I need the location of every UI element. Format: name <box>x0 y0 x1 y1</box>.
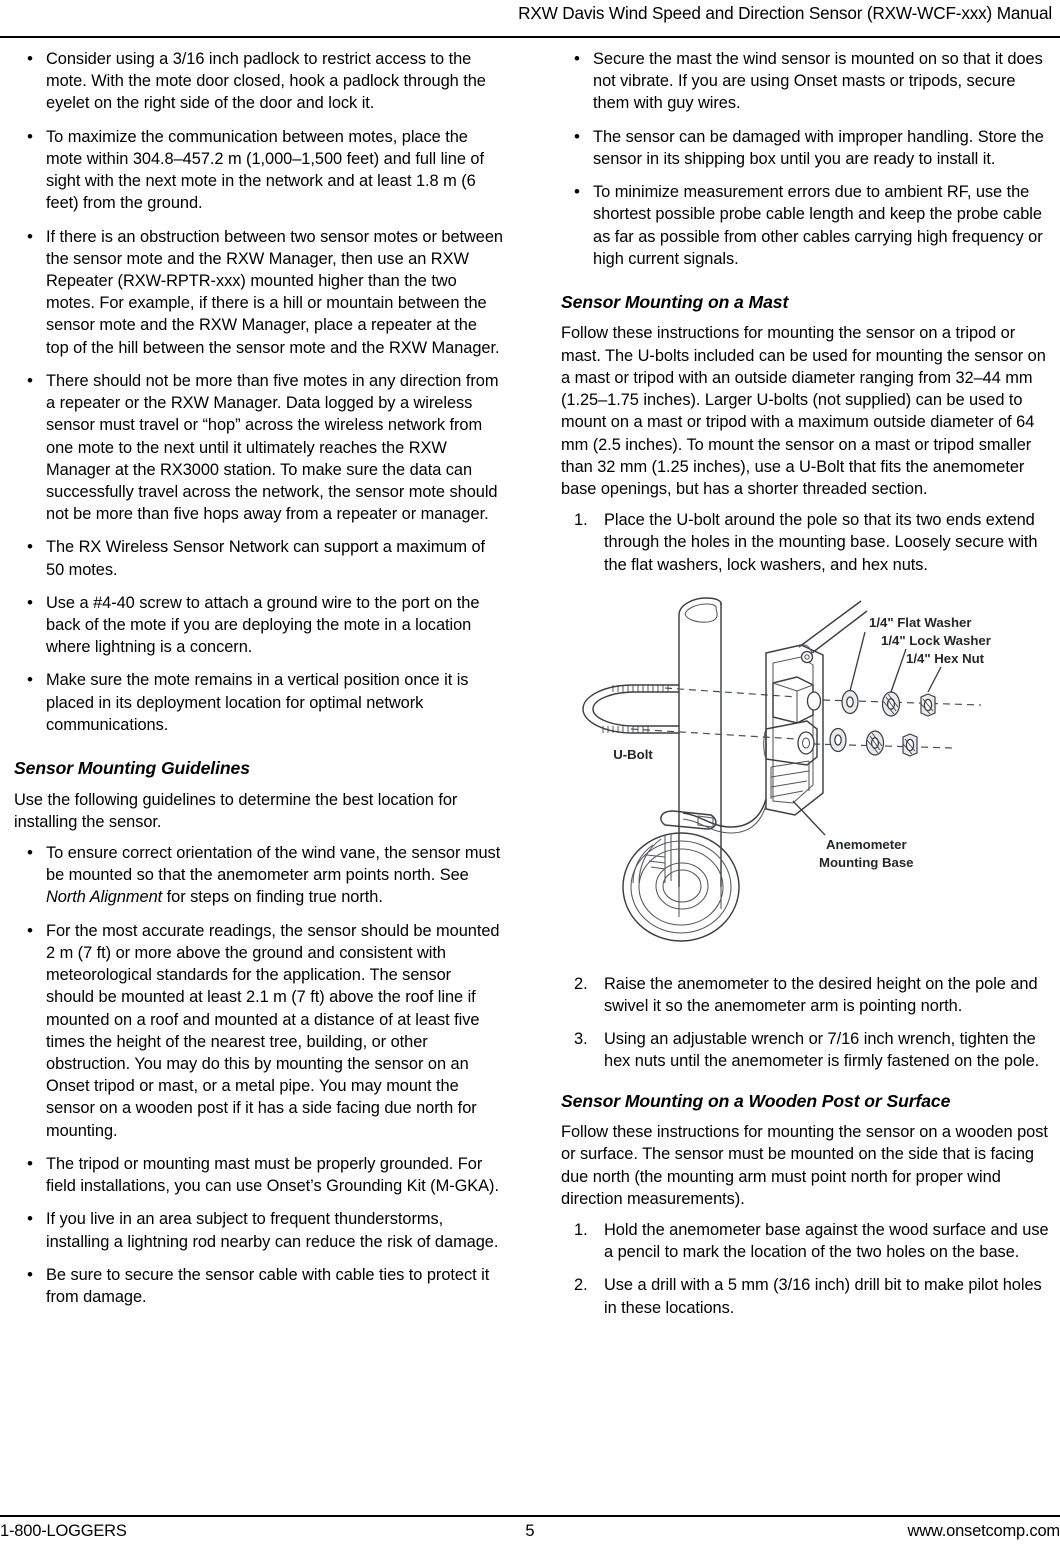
list-item: Using an adjustable wrench or 7/16 inch wrench, tighten the hex nuts until the anemometer is firmly fastened on the pole. <box>604 1030 1040 1071</box>
two-column-body <box>0 48 1060 1468</box>
footer-phone: 1-800-LOGGERS <box>0 1522 127 1540</box>
list-item-text-post: for steps on finding true north. <box>162 888 383 907</box>
guidelines-intro-paragraph: Use the following guidelines to determine the best location for installing the sensor. <box>14 790 458 831</box>
figure-label-hex-nut: 1/4" Hex Nut <box>906 650 985 666</box>
wooden-post-steps-list <box>561 1219 1050 1319</box>
cross-reference-north-alignment: North Alignment <box>46 888 163 907</box>
wooden-intro-paragraph: Follow these instructions for mounting the sensor on a wooden post or surface. The sensor must be mounted on the side that is facing due north (the mounting arm must point north for proper wind direction measurements). <box>561 1123 1048 1208</box>
list-item: • If there is an obstruction between two sensor motes or between the sensor mote and the RXW Manager, then use an RXW Repeater (RXW-RPTR-xxx) mounted higher than the two motes. For example, if there is a hill or mountain between the sensor mote and the RXW Manager, place a repeater at the top of the hill between the sensor mote and the RXW Manager. <box>14 226 503 359</box>
list-item: • The sensor can be damaged with improper handling. Store the sensor in its shipping box until you are ready to install it. <box>561 126 1050 170</box>
list-item: • Use a #4-40 screw to attach a ground wire to the port on the back of the mote if you are deploying the mote in a location where lightning is a concern. <box>14 592 503 659</box>
figure-label-mounting-base: Mounting Base <box>819 854 914 870</box>
section-heading-sensor-mounting-guidelines: Sensor Mounting Guidelines <box>14 758 250 779</box>
header-title: RXW Davis Wind Speed and Direction Sensor (RXW-WCF-xxx) Manual <box>518 3 1052 23</box>
list-item: • For the most accurate readings, the sensor should be mounted 2 m (7 ft) or more above the ground and consistent with meteorological standards for the application. The sensor should be mounted at least 2.1 m (7 ft) above the roof line if mounted on a roof and mounted at a distance of at least five times the height of the nearest tree, building, or other obstruction. You may do this by mounting the sensor on an Onset tripod or mast, or a metal pipe. You may mount the sensor on a wooden post if it has a side facing due north for mounting. <box>14 920 503 1142</box>
list-item: Raise the anemometer to the desired height on the pole and swivel it so the anemometer arm is pointing north. <box>604 974 1038 1016</box>
figure-label-lock-washer: 1/4" Lock Washer <box>881 632 991 648</box>
list-item: Use a drill with a 5 mm (3/16 inch) drill bit to make pilot holes in these locations. <box>604 1276 1042 1317</box>
footer-page-number: 5 <box>525 1522 535 1540</box>
list-item <box>14 842 503 909</box>
list-item: • To minimize measurement errors due to ambient RF, use the shortest possible probe cable length and keep the probe cable as far as possible from other cables carrying high frequency or high current signals. <box>561 181 1050 270</box>
sensor-mounting-guidelines-list <box>14 842 503 1308</box>
list-item-text-pre: To ensure correct orientation of the wind vane, the sensor must be mounted so that the anemometer arm points north. See <box>46 844 501 885</box>
list-item: • The RX Wireless Sensor Network can support a maximum of 50 motes. <box>14 536 503 580</box>
footer-website: www.onsetcomp.com <box>907 1522 1060 1540</box>
figure-mast-mounting-diagram <box>561 587 1050 959</box>
figure-label-anemometer: Anemometer <box>826 836 907 852</box>
mote-guidelines-list <box>14 48 503 736</box>
list-item: • There should not be more than five motes in any direction from a repeater or the RXW Manager. Data logged by a wireless sensor must travel or “hop” across the wireless network from one mote to the next until it ultimately reaches the RXW Manager at the RX3000 station. To make sure the data can successfully travel across the network, the sensor mote should not be more than five hops away from a repeater or manager. <box>14 370 503 526</box>
section-heading-sensor-mounting-on-a-mast: Sensor Mounting on a Mast <box>561 291 789 312</box>
left-column <box>8 48 503 1468</box>
right-column <box>555 48 1050 1468</box>
mast-intro-paragraph: Follow these instructions for mounting the sensor on a tripod or mast. The U-bolts included can be used for mounting the sensor on a mast or tripod with an outside diameter ranging from 32–44 mm (1.25–1.75 inches). Larger U-bolts (not supplied) can be used to mount on a mast or tripod with a maximum outside diameter of 64 mm (2.5 inches). To mount the sensor on a mast or tripod smaller than 32 mm (1.25 inches), use a U-Bolt that fits the anemometer base openings, but has a shorter threaded section. <box>561 324 1046 498</box>
section-heading-sensor-mounting-on-a-wooden-post-or-surface: Sensor Mounting on a Wooden Post or Surface <box>561 1090 951 1111</box>
page-footer <box>0 1515 1060 1541</box>
list-item: Hold the anemometer base against the wood surface and use a pencil to mark the location of the two holes on the base. <box>604 1221 1049 1262</box>
mast-steps-list-part2 <box>561 973 1050 1073</box>
page-header <box>0 0 1060 38</box>
list-item: • If you live in an area subject to frequent thunderstorms, installing a lightning rod nearby can reduce the risk of damage. <box>14 1208 503 1252</box>
sensor-handling-list <box>561 48 1050 270</box>
list-item: • Make sure the mote remains in a vertical position once it is placed in its deployment location for optimal network communications. <box>14 669 503 736</box>
hardware-upper-row <box>842 690 935 716</box>
list-item: • Secure the mast the wind sensor is mounted on so that it does not vibrate. If you are using Onset masts or tripods, secure them with guy wires. <box>561 48 1050 115</box>
mast-steps-list-part1 <box>561 509 1050 576</box>
list-item: Place the U-bolt around the pole so that its two ends extend through the holes in the mounting base. Loosely secure with the flat washers, lock washers, and hex nuts. <box>604 511 1038 574</box>
list-item: • To maximize the communication between motes, place the mote within 304.8–457.2 m (1,000–1,500 feet) and full line of sight with the next mote in the network and at least 1.8 m (6 feet) from the ground. <box>14 126 503 215</box>
hardware-lower-row <box>830 728 917 756</box>
list-item: • The tripod or mounting mast must be properly grounded. For field installations, you can use Onset’s Grounding Kit (M-GKA). <box>14 1153 503 1197</box>
figure-label-u-bolt: U-Bolt <box>613 746 653 762</box>
list-item: • Consider using a 3/16 inch padlock to restrict access to the mote. With the mote door closed, hook a padlock through the eyelet on the right side of the door and lock it. <box>14 48 503 115</box>
list-item: • Be sure to secure the sensor cable with cable ties to protect it from damage. <box>14 1264 503 1308</box>
figure-label-flat-washer: 1/4" Flat Washer <box>869 614 972 630</box>
